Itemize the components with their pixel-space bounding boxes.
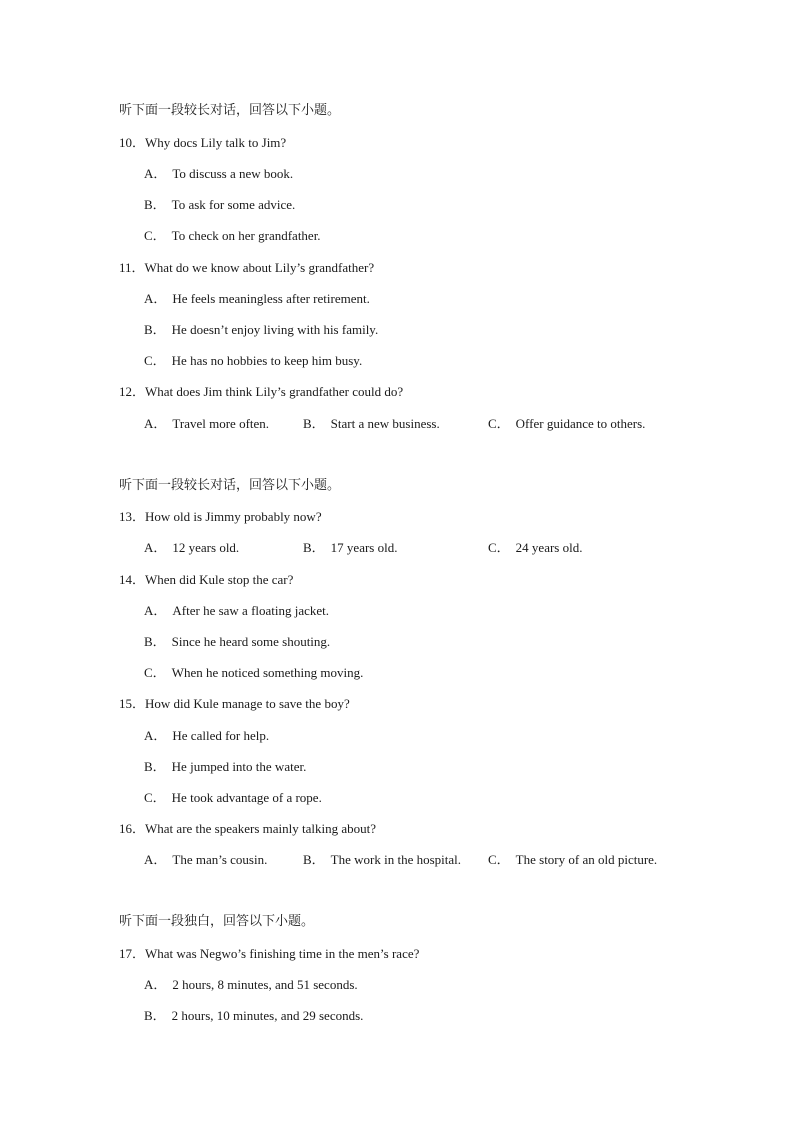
option-14-b xyxy=(144,633,330,651)
option-10-a xyxy=(144,165,293,183)
option-text: The story of an old picture. xyxy=(515,852,658,867)
option-letter: C． xyxy=(144,790,166,805)
option-letter: B． xyxy=(303,540,325,555)
option-text: He doesn’t enjoy living with his family. xyxy=(171,322,379,337)
option-text: 17 years old. xyxy=(330,540,398,555)
option-14-c xyxy=(144,664,363,682)
option-15-c xyxy=(144,789,322,807)
option-15-a xyxy=(144,727,269,745)
option-letter: B． xyxy=(303,416,325,431)
option-13-c xyxy=(488,539,582,557)
question-number: 12． xyxy=(119,384,146,399)
question-number: 10． xyxy=(119,135,146,150)
option-text: To ask for some advice. xyxy=(171,197,296,212)
option-text: Offer guidance to others. xyxy=(515,416,646,431)
question-text: What are the speakers mainly talking about? xyxy=(145,821,377,836)
option-text: He has no hobbies to keep him busy. xyxy=(171,353,363,368)
question-12 xyxy=(119,383,403,401)
option-letter: B． xyxy=(144,1008,166,1023)
option-16-b xyxy=(303,851,461,869)
option-16-a xyxy=(144,851,267,869)
option-text: When he noticed something moving. xyxy=(171,665,364,680)
option-letter: A． xyxy=(144,416,167,431)
question-16 xyxy=(119,820,376,838)
question-text: When did Kule stop the car? xyxy=(145,572,294,587)
option-13-b xyxy=(303,539,397,557)
option-17-a xyxy=(144,976,358,994)
question-15 xyxy=(119,695,350,713)
question-number: 11． xyxy=(119,260,145,275)
option-letter: C． xyxy=(144,665,166,680)
option-letter: C． xyxy=(144,353,166,368)
option-12-b xyxy=(303,415,440,433)
option-text: 12 years old. xyxy=(172,540,240,555)
question-text: What do we know about Lily’s grandfather? xyxy=(144,260,375,275)
option-letter: B． xyxy=(144,322,166,337)
option-letter: A． xyxy=(144,852,167,867)
option-10-b xyxy=(144,196,295,214)
option-10-c xyxy=(144,227,321,245)
option-letter: A． xyxy=(144,291,167,306)
option-text: He took advantage of a rope. xyxy=(171,790,322,805)
option-text: Travel more often. xyxy=(172,416,270,431)
question-text: What was Negwo’s finishing time in the men’s race? xyxy=(145,946,420,961)
question-11 xyxy=(119,259,374,277)
option-13-a xyxy=(144,539,239,557)
option-letter: C． xyxy=(488,852,510,867)
question-text: How did Kule manage to save the boy? xyxy=(145,696,350,711)
option-text: 2 hours, 10 minutes, and 29 seconds. xyxy=(171,1008,364,1023)
option-letter: C． xyxy=(488,540,510,555)
question-14 xyxy=(119,571,293,589)
option-11-b xyxy=(144,321,378,339)
option-text: To discuss a new book. xyxy=(172,166,294,181)
option-11-a xyxy=(144,290,370,308)
option-text: To check on her grandfather. xyxy=(171,228,321,243)
question-13 xyxy=(119,508,322,526)
option-11-c xyxy=(144,352,362,370)
option-letter: A． xyxy=(144,728,167,743)
option-text: 24 years old. xyxy=(515,540,583,555)
option-letter: A． xyxy=(144,603,167,618)
question-number: 15． xyxy=(119,696,146,711)
option-12-a xyxy=(144,415,269,433)
option-letter: B． xyxy=(303,852,325,867)
section-heading: 听下面一段较长对话，回答以下小题。 xyxy=(119,103,341,118)
option-letter: B． xyxy=(144,759,166,774)
question-number: 17． xyxy=(119,946,146,961)
option-text: The man’s cousin. xyxy=(172,852,268,867)
question-text: What does Jim think Lily’s grandfather could do? xyxy=(145,384,404,399)
option-14-a xyxy=(144,602,329,620)
option-text: Start a new business. xyxy=(330,416,440,431)
option-letter: A． xyxy=(144,540,167,555)
option-letter: C． xyxy=(144,228,166,243)
option-text: The work in the hospital. xyxy=(330,852,462,867)
option-12-c xyxy=(488,415,645,433)
question-number: 16． xyxy=(119,821,146,836)
option-17-b xyxy=(144,1007,363,1025)
option-letter: A． xyxy=(144,977,167,992)
question-number: 13． xyxy=(119,509,146,524)
question-text: Why docs Lily talk to Jim? xyxy=(145,135,287,150)
option-letter: C． xyxy=(488,416,510,431)
option-text: Since he heard some shouting. xyxy=(171,634,331,649)
option-letter: B． xyxy=(144,634,166,649)
option-text: He feels meaningless after retirement. xyxy=(172,291,370,306)
option-16-c xyxy=(488,851,657,869)
section-heading: 听下面一段独白，回答以下小题。 xyxy=(119,914,315,929)
option-text: 2 hours, 8 minutes, and 51 seconds. xyxy=(172,977,358,992)
question-text: How old is Jimmy probably now? xyxy=(145,509,322,524)
option-text: After he saw a floating jacket. xyxy=(172,603,330,618)
option-text: He jumped into the water. xyxy=(171,759,307,774)
option-text: He called for help. xyxy=(172,728,270,743)
option-letter: A． xyxy=(144,166,167,181)
option-15-b xyxy=(144,758,306,776)
option-letter: B． xyxy=(144,197,166,212)
section-heading: 听下面一段较长对话，回答以下小题。 xyxy=(119,478,341,493)
question-number: 14． xyxy=(119,572,146,587)
question-10 xyxy=(119,134,286,152)
question-17 xyxy=(119,945,419,963)
